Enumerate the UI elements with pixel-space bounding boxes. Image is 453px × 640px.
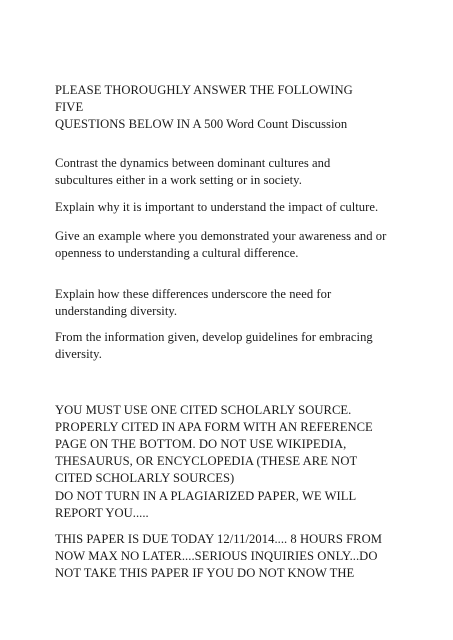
plagiarism-warning: DO NOT TURN IN A PLAGIARIZED PAPER, WE WILL REPORT YOU..... — [55, 489, 357, 520]
question-3: Give an example where you demonstrated your awareness and or openness to understanding a cultural difference. — [55, 229, 387, 260]
question-4: Explain how these differences underscore the need for understanding diversity. — [55, 287, 332, 318]
question-1: Contrast the dynamics between dominant cultures and subcultures either in a work setting or in society. — [55, 156, 331, 187]
source-requirements: YOU MUST USE ONE CITED SCHOLARLY SOURCE. PROPERLY CITED IN APA FORM WITH AN REFERENCE PAGE ON THE BOTTOM. DO NOT USE WIKIPEDIA, THESAURUS, OR ENCYCLOPEDIA (THESE ARE NOT CITED SCHOLARLY SOURCES) — [55, 403, 373, 485]
deadline-notice: THIS PAPER IS DUE TODAY 12/11/2014.... 8 HOURS FROM NOW MAX NO LATER....SERIOUS INQUIRIES ONLY...DO NOT TAKE THIS PAPER IF YOU DO NOT KNOW THE — [55, 532, 383, 580]
question-5: From the information given, develop guidelines for embracing diversity. — [55, 330, 373, 361]
question-2: Explain why it is important to understand the impact of culture. — [55, 200, 379, 214]
instructions-heading: PLEASE THOROUGHLY ANSWER THE FOLLOWING FIVE QUESTIONS BELOW IN A 500 Word Count Discussion — [55, 83, 353, 131]
